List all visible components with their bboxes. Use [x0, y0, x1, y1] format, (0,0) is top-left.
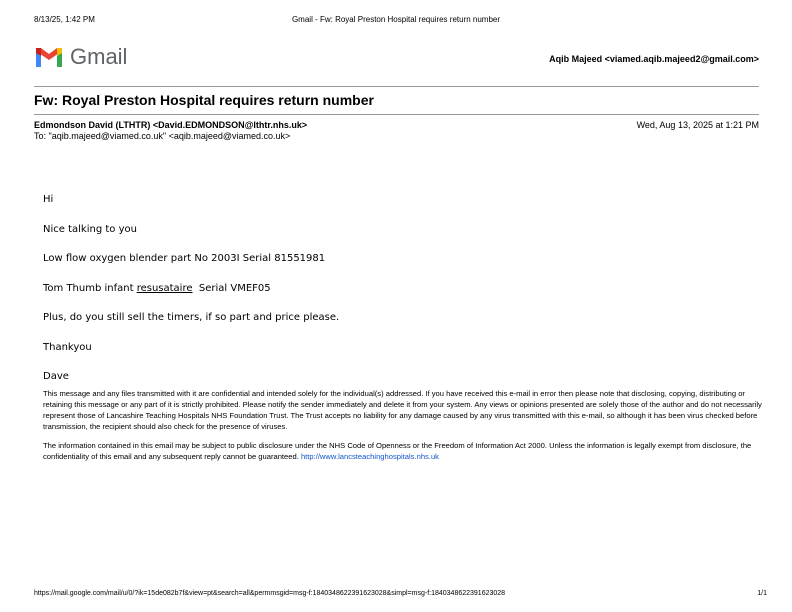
print-title: Gmail - Fw: Royal Preston Hospital requires return number — [291, 15, 501, 24]
body-signature: Dave — [43, 371, 69, 382]
body-text-misspelled: resusataire — [136, 282, 193, 294]
email-body — [43, 194, 339, 401]
print-url: https://mail.google.com/mail/u/0/?ik=15de082b7f&view=pt&search=all&permmsgid=msg-f:1840348622391623028&simpl=msg-f:1840348622391623028 — [34, 590, 506, 597]
email-recipient: To: "aqib.majeed@viamed.co.uk" <aqib.majeed@viamed.co.uk> — [34, 131, 291, 141]
email-subject: Fw: Royal Preston Hospital requires return number — [34, 92, 374, 108]
body-line — [43, 283, 339, 294]
trust-website-link[interactable]: http://www.lancsteachinghospitals.nhs.uk — [300, 452, 439, 461]
body-line: Plus, do you still sell the timers, if so part and price please. — [43, 312, 340, 323]
body-line: Nice talking to you — [43, 223, 137, 235]
gmail-m-icon — [34, 45, 64, 69]
body-line: Low flow oxygen blender part No 2003I Serial 81551981 — [43, 253, 326, 264]
disclaimer-confidentiality: This message and any files transmitted with it are confidential and intended solely for the individual(s) addressed. If you have received this e-mail in error then please note that disclosing, copying, distributing or retaining this message or any part of it is strictly prohibited. Please notify the sender immediately and delete it from your system. Any views or opinions presented are solely those of the author and do not necessarily represent those of Lancashire Teaching Hospitals NHS Foundation Trust. The Trust accepts no liability for any damage caused by any virus transmitted with this e-mail, so although it has been virus checked before transmission, the recipient should also check for the presence of viruses. — [43, 389, 762, 431]
body-text: Serial VMEF05 — [192, 282, 271, 294]
body-text: Tom Thumb infant — [43, 282, 137, 294]
account-email: Aqib Majeed <viamed.aqib.majeed2@gmail.com> — [549, 54, 759, 64]
body-greeting: Hi — [43, 194, 54, 205]
page-number: 1/1 — [757, 590, 767, 597]
email-disclaimer — [43, 388, 763, 470]
print-datetime: 8/13/25, 1:42 PM — [34, 15, 95, 24]
divider — [34, 86, 759, 87]
disclaimer-foi — [43, 440, 763, 462]
email-date: Wed, Aug 13, 2025 at 1:21 PM — [636, 120, 759, 130]
body-thanks: Thankyou — [43, 341, 92, 353]
disclaimer-foi-text: The information contained in this email may be subject to public disclosure under the NHS Code of Openness or the Freedom of Information Act 2000. Unless the information is legally exempt from disclosure, the confidentiality of this email and any subsequent reply cannot be guaranteed. — [43, 441, 752, 461]
gmail-logo — [34, 44, 127, 70]
gmail-logo-text: Gmail — [70, 44, 128, 69]
divider — [34, 114, 759, 115]
email-sender: Edmondson David (LTHTR) <David.EDMONDSON@lthtr.nhs.uk> — [34, 120, 308, 130]
